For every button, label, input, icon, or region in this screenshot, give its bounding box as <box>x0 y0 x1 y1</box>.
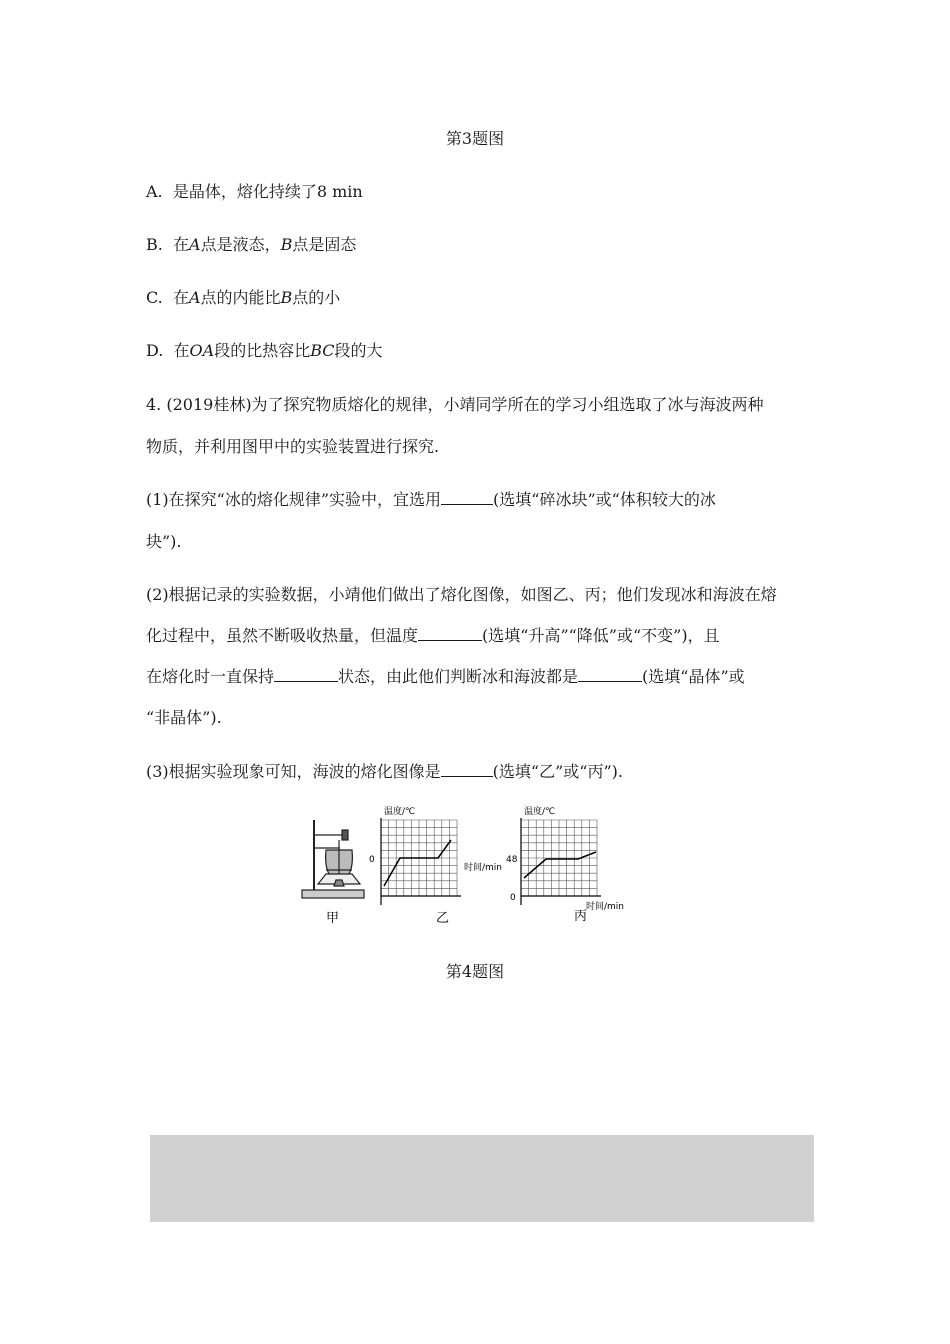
option-b: B. 在A点是液态，B点是固态 <box>146 235 357 254</box>
question-4-part3: (3)根据实验现象可知，海波的熔化图像是 (选填“乙”或“丙”). <box>146 762 623 781</box>
answer-blank-3[interactable] <box>274 681 338 682</box>
option-a: A. 是晶体，熔化持续了8 min <box>146 182 363 201</box>
question-4-stem-line2: 物质，并利用图甲中的实验装置进行探究. <box>146 437 440 456</box>
bing-zero-label: 0 <box>510 893 516 903</box>
answer-blank-1[interactable] <box>441 504 493 505</box>
question-4-part1-line2: 块”). <box>146 532 182 551</box>
yi-curve <box>384 840 451 886</box>
option-d: D. 在OA段的比热容比BC段的大 <box>146 341 383 360</box>
answer-blank-5[interactable] <box>441 776 493 777</box>
question-4-part2-line2: 化过程中，虽然不断吸收热量，但温度 (选填“升高”“降低”或“不变”)，且 <box>146 626 720 645</box>
figure-4 <box>296 800 656 930</box>
label-yi: 乙 <box>436 911 450 926</box>
graph-bing <box>506 805 624 924</box>
yi-zero-label: 0 <box>369 855 375 865</box>
apparatus-diagram <box>302 820 364 898</box>
figure-4-caption: 第4题图 <box>445 962 505 981</box>
figure-3-caption: 第3题图 <box>445 129 505 148</box>
gray-banner <box>150 1135 814 1222</box>
answer-blank-4[interactable] <box>578 681 642 682</box>
bing-48-label: 48 <box>506 855 518 865</box>
answer-blank-2[interactable] <box>418 640 482 641</box>
graph-yi <box>369 805 502 926</box>
question-4-stem-line1: 4. (2019桂林)为了探究物质熔化的规律，小靖同学所在的学习小组选取了冰与海波两种 <box>146 395 764 414</box>
question-4-part2-line4: “非晶体”). <box>146 708 222 727</box>
yi-y-axis-label: 温度/℃ <box>384 807 416 817</box>
bing-curve <box>524 852 596 878</box>
option-c: C. 在A点的内能比B点的小 <box>146 288 341 307</box>
bing-x-axis-label: 时间/min <box>586 902 625 912</box>
bing-y-axis-label: 温度/℃ <box>524 807 556 817</box>
question-4-part2-line1: (2)根据记录的实验数据，小靖他们做出了熔化图像，如图乙、丙；他们发现冰和海波在熔 <box>146 585 777 604</box>
label-bing: 丙 <box>574 909 588 924</box>
question-4-part2-line3: 在熔化时一直保持 状态，由此他们判断冰和海波都是 (选填“晶体”或 <box>146 667 745 686</box>
question-4-part1: (1)在探究“冰的熔化规律”实验中，宜选用 (选填“碎冰块”或“体积较大的冰 <box>146 490 716 509</box>
label-jia: 甲 <box>326 911 340 926</box>
yi-x-axis-label: 时间/min <box>464 863 503 873</box>
